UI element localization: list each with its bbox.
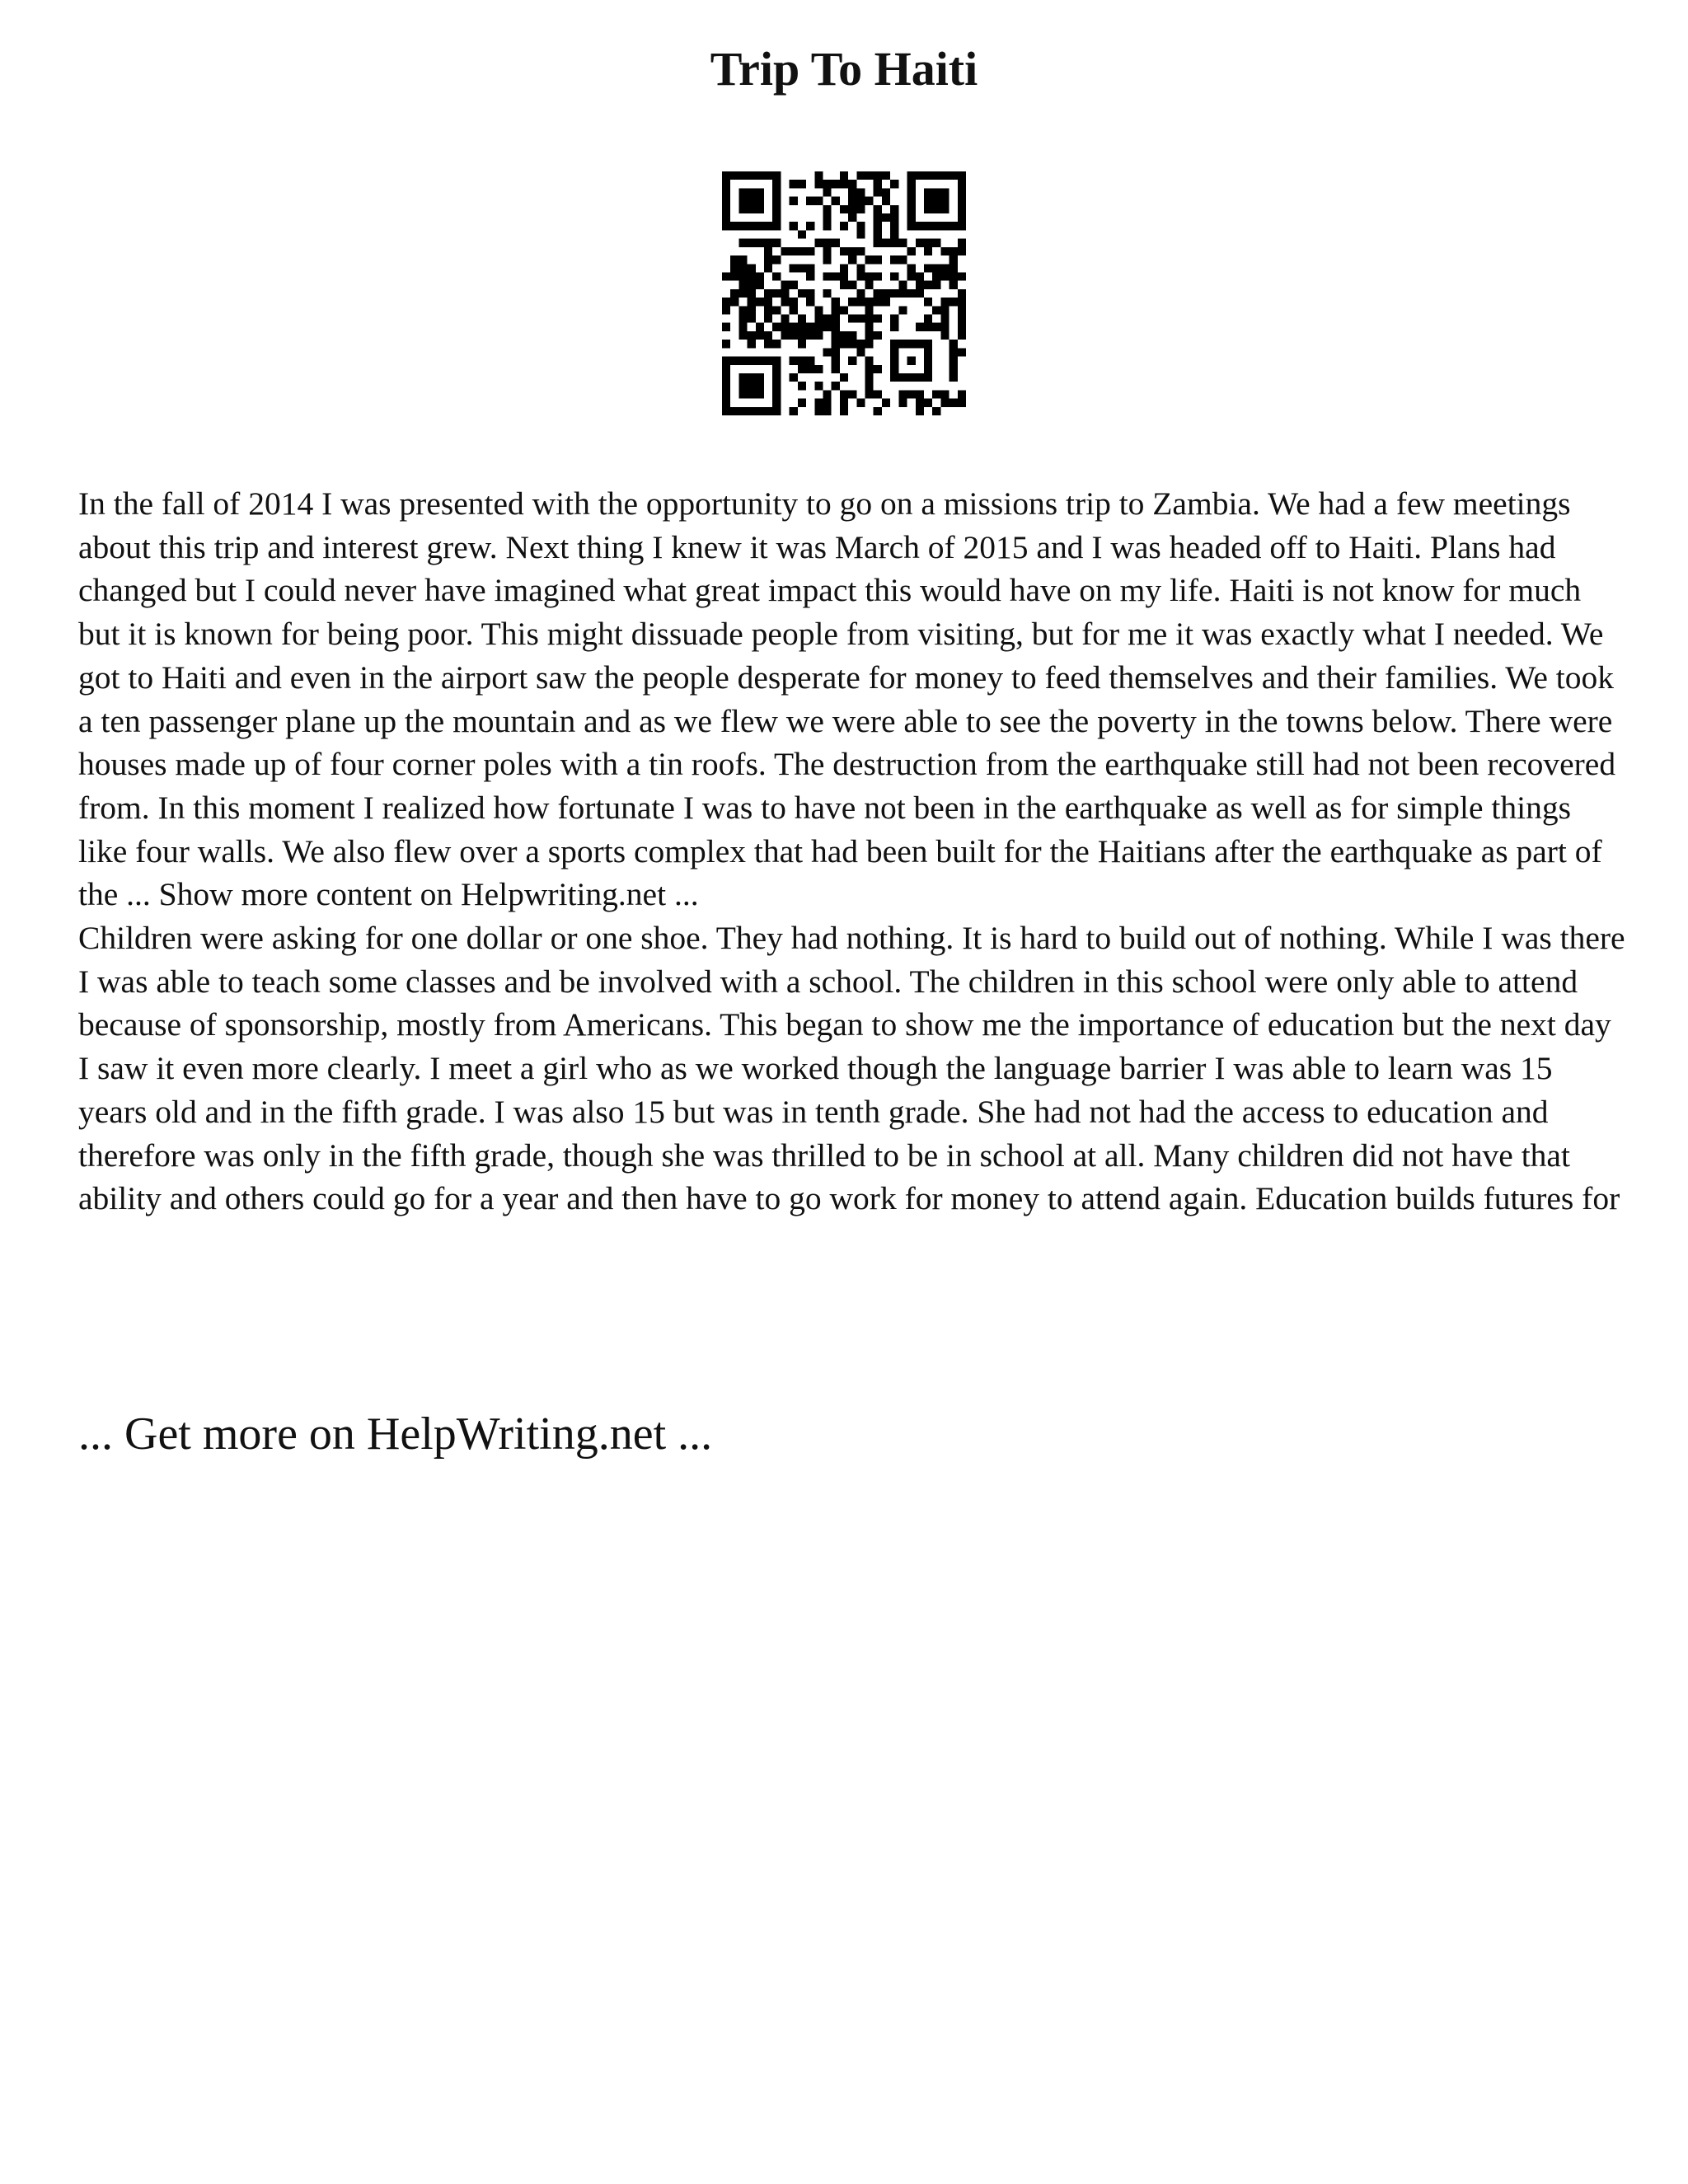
paragraph-2: Children were asking for one dollar or one shoe. They had nothing. It is hard to build out of nothing. While I was there I was able to teach some classes and be involved with a school. The children in this school were only able to attend because of sponsorship, mostly from Americans. This began to show me the importance of education but the next day I saw it even more clearly. I meet a girl who as we worked though the language barrier I was able to learn was 15 years old and in the fifth grade. I was also 15 but was in tenth grade. She had not had the access to education and therefore was only in the fifth grade, though she was thrilled to be in school at all. Many children did not have that ability and others could go for a year and then have to go work for money to attend again. Education builds futures for	[78, 920, 1625, 1217]
qr-code-icon	[722, 171, 966, 415]
document-title: Trip To Haiti	[710, 42, 978, 96]
document-body	[78, 482, 1628, 1221]
get-more-link[interactable]: ... Get more on HelpWriting.net ...	[78, 1408, 713, 1460]
paragraph-1: In the fall of 2014 I was presented with the opportunity to go on a missions trip to Zambia. We had a few meetings about this trip and interest grew. Next thing I knew it was March of 2015 and I was headed off to Haiti. Plans had changed but I could never have imagined what great impact this would have on my life. Haiti is not know for much but it is known for being poor. This might dissuade people from visiting, but for me it was exactly what I needed. We got to Haiti and even in the airport saw the people desperate for money to feed themselves and their families. We took a ten passenger plane up the mountain and as we flew we were able to see the poverty in the towns below. There were houses made up of four corner poles with a tin roofs. The destruction from the earthquake still had not been recovered from. In this moment I realized how fortunate I was to have not been in the earthquake as well as for simple things like four walls. We also flew over a sports complex that had been built for the Haitians after the earthquake as part of the ... Show more content on Helpwriting.net ...	[78, 485, 1616, 913]
